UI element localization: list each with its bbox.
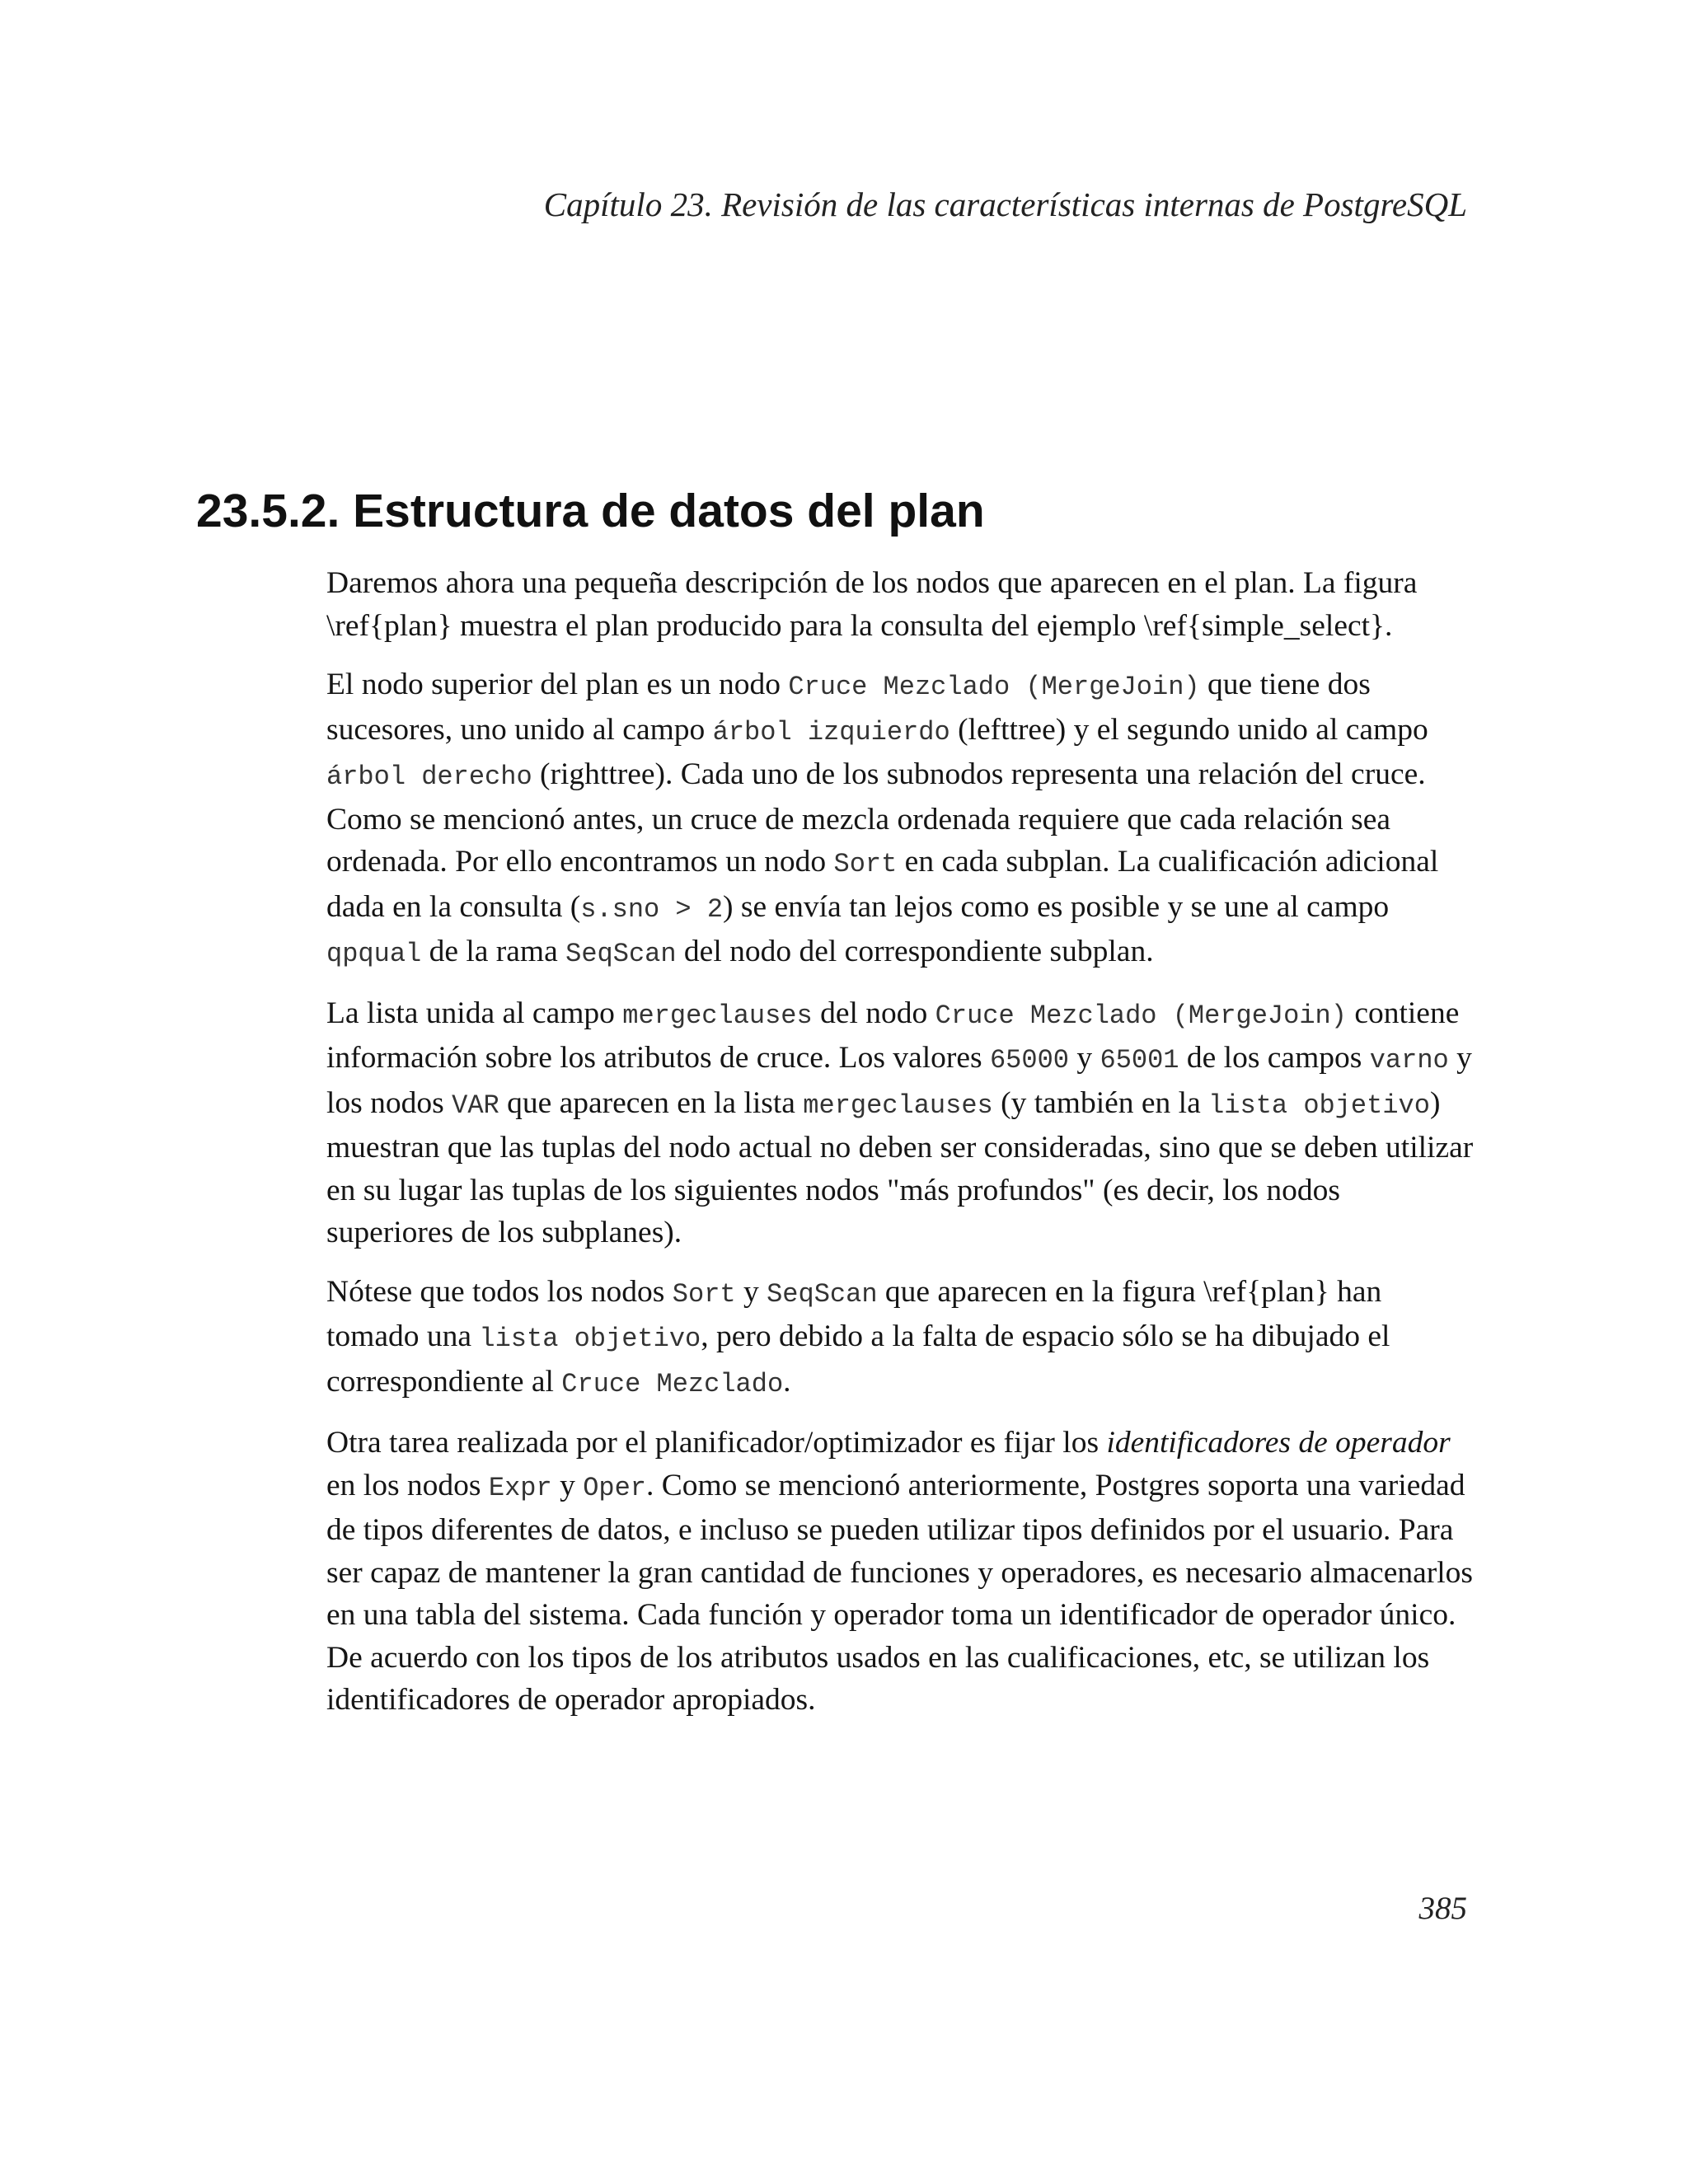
code-term: árbol izquierdo [712,716,950,748]
running-header: Capítulo 23. Revisión de las características internas de PostgreSQL [543,185,1467,223]
section-title: 23.5.2. Estructura de datos del plan [196,485,985,537]
code-term: 65001 [1100,1045,1179,1076]
code-term: Expr [488,1472,552,1503]
text-run: del nodo [812,996,935,1030]
text-run: que tiene dos sucesores, uno unido al campo [326,668,1371,747]
paragraph-sort-seqscan [326,1271,1474,1406]
code-term: mergeclauses [803,1090,993,1121]
text-run: ) muestran que las tuplas del nodo actual no deben ser consideradas, sino que se deben utilizar en su lugar las tuplas de los siguientes nodos "más profundos" (es decir, los nodos superiores de los subplanes). [326,1085,1474,1249]
text-run: , pero debido a la falta de espacio sólo se ha dibujado el correspondiente al [326,1319,1390,1399]
paragraph-operator-ids [326,1422,1474,1722]
text-run: y los nodos [326,1041,1472,1120]
page-number: 385 [1418,1891,1467,1926]
text-run: ) se envía tan lejos como es posible y se une al campo [723,889,1390,924]
text-run: Otra tarea realizada por el planificador/optimizador es fijar los [326,1426,1107,1460]
text-run: contiene información sobre los atributos de cruce. Los valores [326,996,1460,1075]
code-term: Sort [672,1278,736,1310]
text-run: Nótese que todos los nodos [326,1274,673,1309]
paragraph-merge-join [326,663,1474,976]
code-term: SeqScan [767,1278,878,1310]
code-term: Cruce Mezclado (MergeJoin) [935,1000,1347,1031]
code-term: lista objetivo [479,1324,701,1354]
text-run: (righttree). Cada uno de los subnodos representa una relación del cruce. Como se mencionó antes, un cruce de mezcla ordenada requiere que cada relación sea ordenada. Por ello encontramos un nodo [326,757,1426,879]
text-run: . [783,1364,791,1399]
text-run: . Como se mencionó anteriormente, Postgres soporta una variedad de tipos diferentes de datos, e incluso se pueden utilizar tipos definidos por el usuario. Para ser capaz de mantener la gran cantidad de funciones y operadores, es necesario almacenarlos en una tabla del sistema. Cada función y operador toma un identificador de operador único. De acuerdo con los tipos de los atributos usados en las cualificaciones, etc, se utilizan los identificadores de operador apropiados. [326,1468,1473,1717]
code-term: mergeclauses [622,1000,813,1031]
text-run: Daremos ahora una pequeña descripción de los nodos que aparecen en el plan. La figura \ref{plan} muestra el plan producido para la consulta del ejemplo \ref{simple_select}. [326,566,1418,643]
text-run: (lefttree) y el segundo unido al campo [950,712,1428,747]
text-run: en cada subplan. La cualificación adicional dada en la consulta ( [326,845,1439,924]
code-term: SeqScan [565,939,677,969]
text-run: en los nodos [326,1468,489,1502]
paragraph-mergeclauses [326,992,1474,1254]
code-term: Cruce Mezclado [561,1368,784,1399]
body-text [326,562,1474,1738]
paragraph-intro [326,562,1474,647]
text-run: de los campos [1179,1041,1370,1075]
code-term: lista objetivo [1208,1090,1430,1121]
code-term: 65000 [989,1045,1069,1076]
text-run: del nodo del correspondiente subplan. [676,935,1154,968]
code-term: Sort [833,849,898,879]
text-run: (y también en la [992,1085,1209,1120]
text-run: La lista unida al campo [326,996,623,1030]
emphasis-term: identificadores de operador [1106,1426,1451,1460]
code-term: varno [1369,1045,1449,1076]
code-term: qpqual [326,939,422,969]
text-run: de la rama [421,935,566,968]
text-run: y [735,1274,767,1309]
text-run: y [551,1468,584,1502]
text-run: que aparecen en la figura \ref{plan} han tomado una [326,1274,1382,1353]
code-term: Oper [583,1472,646,1503]
code-term: Cruce Mezclado (MergeJoin) [788,672,1200,702]
code-term: árbol derecho [326,762,532,792]
text-run: que aparecen en la lista [499,1085,804,1120]
code-term: VAR [452,1090,499,1121]
text-run: El nodo superior del plan es un nodo [326,668,789,701]
text-run: y [1068,1041,1100,1075]
code-term: s.sno > 2 [580,893,724,925]
